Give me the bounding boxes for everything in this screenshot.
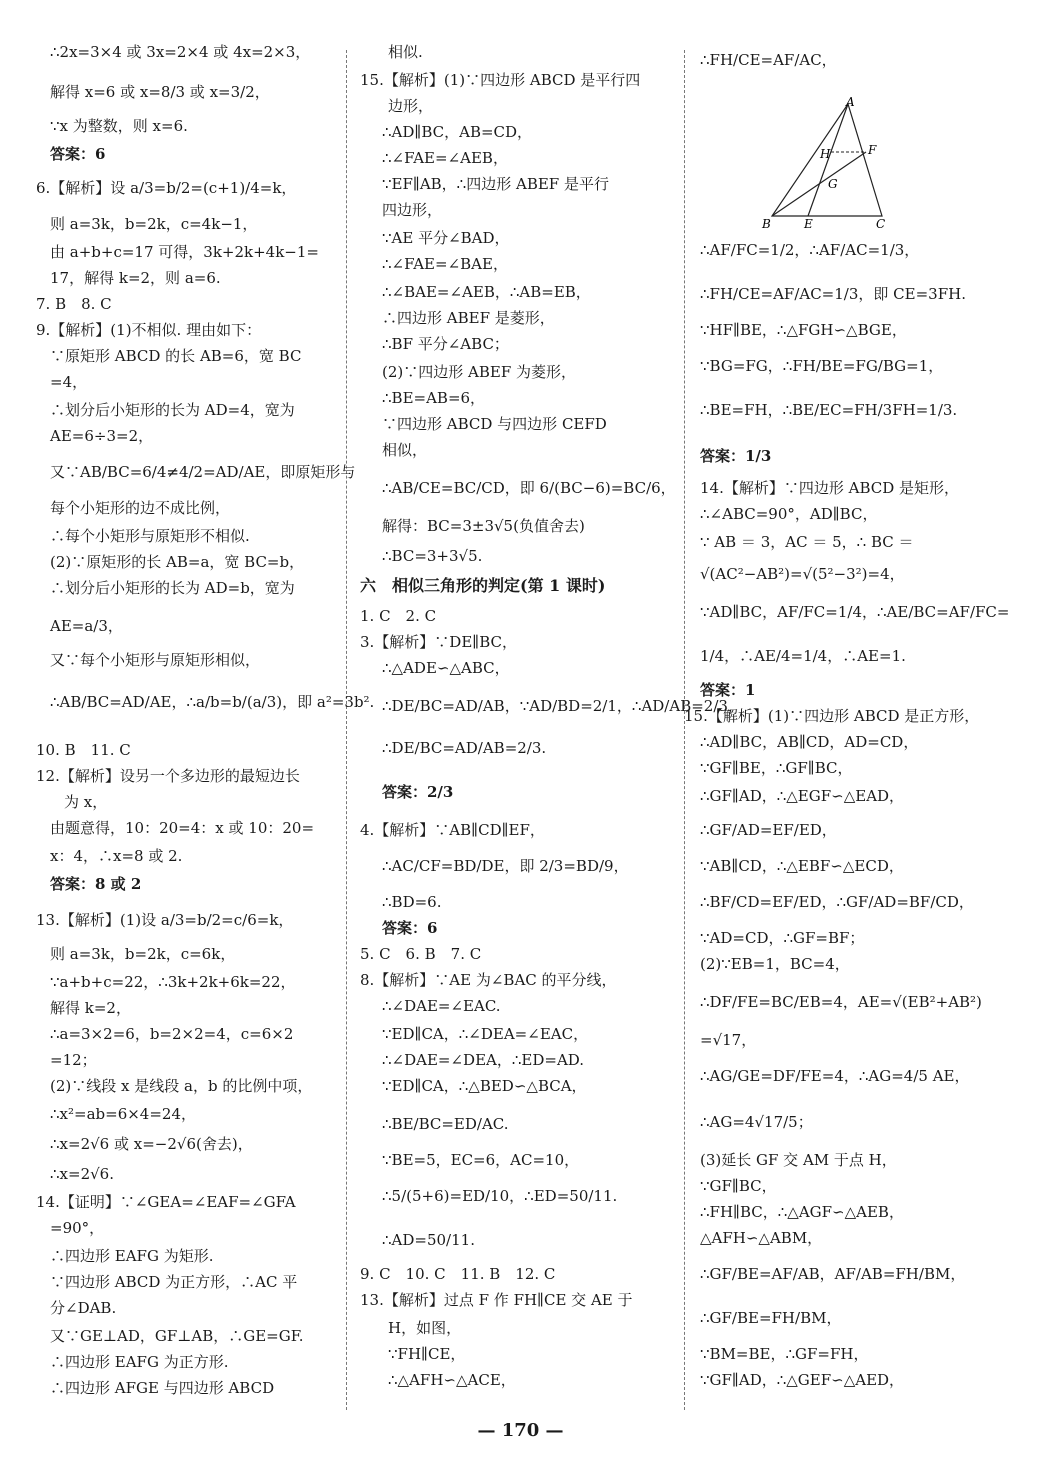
text-line: 相似. bbox=[388, 43, 423, 61]
text-line: 15.【解析】(1)∵四边形 ABCD 是正方形， bbox=[684, 707, 980, 725]
text-line: ∵四边形 ABCD 与四边形 CEFD bbox=[382, 415, 607, 433]
text-line: (2)∵原矩形的长 AB=a，宽 BC=b， bbox=[50, 553, 305, 571]
text-line: 解得 x=6 或 x=8/3 或 x=3/2， bbox=[50, 83, 270, 101]
page-number: — 170 — bbox=[477, 1420, 564, 1441]
text-line: 答案：1 bbox=[700, 681, 756, 699]
text-line: 13.【解析】(1)设 a/3=b/2=c/6=k， bbox=[36, 911, 294, 929]
text-line: ∴BF 平分∠ABC； bbox=[382, 335, 509, 353]
text-line: 又∵每个小矩形与原矩形相似， bbox=[50, 651, 261, 669]
text-line: 8.【解析】∵AE 为∠BAC 的平分线， bbox=[360, 971, 617, 989]
text-line: 10. B 11. C bbox=[36, 741, 131, 759]
text-line: 9.【解析】(1)不相似. 理由如下： bbox=[36, 321, 262, 339]
text-line: 9. C 10. C 11. B 12. C bbox=[360, 1265, 556, 1283]
text-line: ∴∠ABC=90°，AD∥BC， bbox=[700, 505, 878, 523]
column-divider-1 bbox=[346, 50, 347, 1410]
text-line: ∴x=2√6. bbox=[50, 1165, 114, 1183]
text-line: 13.【解析】过点 F 作 FH∥CE 交 AE 于 bbox=[360, 1291, 633, 1309]
text-line: 相似， bbox=[382, 441, 428, 459]
text-line: ∵x 为整数，则 x=6. bbox=[50, 117, 188, 135]
text-line: 5. C 6. B 7. C bbox=[360, 945, 482, 963]
text-line: 答案：6 bbox=[382, 919, 438, 937]
text-line: ∴△ADE∽△ABC， bbox=[382, 659, 510, 677]
text-line: ∵AE 平分∠BAD， bbox=[382, 229, 510, 247]
text-line: ∴AG/GE=DF/FE=4，∴AG=4/5 AE， bbox=[700, 1067, 970, 1085]
text-line: ∵原矩形 ABCD 的长 AB=6，宽 BC bbox=[50, 347, 302, 365]
triangle-figure bbox=[760, 96, 900, 236]
text-line: 14.【解析】∵四边形 ABCD 是矩形， bbox=[700, 479, 960, 497]
text-line: 1. C 2. C bbox=[360, 607, 437, 625]
text-line: ∴GF/AD=EF/ED， bbox=[700, 821, 837, 839]
text-line: =√17， bbox=[700, 1031, 757, 1049]
text-line: 由题意得，10：20=4：x 或 10：20= bbox=[50, 819, 315, 837]
text-line: ∴BE/BC=ED/AC. bbox=[382, 1115, 509, 1133]
label-c: C bbox=[876, 217, 886, 231]
text-line: 答案：8 或 2 bbox=[50, 875, 142, 893]
text-line: ∴∠DAE=∠DEA，∴ED=AD. bbox=[382, 1051, 585, 1069]
text-line: ∴GF/BE=AF/AB，AF/AB=FH/BM， bbox=[700, 1265, 966, 1283]
text-line: AE=a/3， bbox=[50, 617, 123, 635]
text-line: ∵四边形 ABCD 为正方形，∴AC 平 bbox=[50, 1273, 298, 1291]
text-line: ∵ED∥CA，∴∠DEA=∠EAC， bbox=[382, 1025, 589, 1043]
text-line: ∵GF∥BC， bbox=[700, 1177, 777, 1195]
text-line: ∵a+b+c=22，∴3k+2k+6k=22， bbox=[50, 973, 296, 991]
text-line: ∴5/(5+6)=ED/10，∴ED=50/11. bbox=[382, 1187, 618, 1205]
text-line: =12； bbox=[50, 1051, 97, 1069]
label-a: A bbox=[846, 96, 855, 109]
text-line: △AFH∽△ABM， bbox=[700, 1229, 823, 1247]
text-line: =4， bbox=[50, 373, 88, 391]
text-line: ∵BM=BE，∴GF=FH， bbox=[700, 1345, 869, 1363]
text-line: ∴∠FAE=∠AEB， bbox=[382, 149, 508, 167]
text-line: 14.【证明】∵∠GEA=∠EAF=∠GFA bbox=[36, 1193, 296, 1211]
text-line: ∵GF∥AD，∴△GEF∽△AED， bbox=[700, 1371, 905, 1389]
text-line: 答案：6 bbox=[50, 145, 106, 163]
text-line: 由 a+b+c=17 可得，3k+2k+4k−1= bbox=[50, 243, 319, 261]
text-line: 又∵GE⊥AD，GF⊥AB，∴GE=GF. bbox=[50, 1327, 304, 1345]
text-line: ∴四边形 EAFG 为矩形. bbox=[50, 1247, 214, 1265]
text-line: ∴∠DAE=∠EAC. bbox=[382, 997, 501, 1015]
text-line: 15.【解析】(1)∵四边形 ABCD 是平行四 bbox=[360, 71, 641, 89]
text-line: ∴AD∥BC，AB=CD， bbox=[382, 123, 533, 141]
text-line: =90°， bbox=[50, 1219, 105, 1237]
text-line: ∴DE/BC=AD/AB=2/3. bbox=[382, 739, 547, 757]
text-line: 分∠DAB. bbox=[50, 1299, 117, 1317]
label-b: B bbox=[762, 217, 771, 231]
text-line: ∴GF∥AD，∴△EGF∽△EAD， bbox=[700, 787, 905, 805]
text-line: ∴划分后小矩形的长为 AD=4，宽为 bbox=[50, 401, 295, 419]
text-line: ∴FH/CE=AF/AC， bbox=[700, 51, 837, 69]
text-line: ∴DE/BC=AD/AB，∵AD/BD=2/1，∴AD/AB=2/3， bbox=[382, 697, 743, 715]
text-line: ∴划分后小矩形的长为 AD=b，宽为 bbox=[50, 579, 295, 597]
text-line: ∴∠BAE=∠AEB，∴AB=EB， bbox=[382, 283, 591, 301]
text-line: 17，解得 k=2，则 a=6. bbox=[50, 269, 221, 287]
label-e: E bbox=[804, 217, 813, 231]
label-h: H bbox=[820, 147, 831, 161]
text-line: 解得：BC=3±3√5(负值舍去) bbox=[382, 517, 585, 535]
text-line: 答案：2/3 bbox=[382, 783, 454, 801]
text-line: 6.【解析】设 a/3=b/2=(c+1)/4=k， bbox=[36, 179, 297, 197]
text-line: 7. B 8. C bbox=[36, 295, 112, 313]
text-line: 3.【解析】∵DE∥BC， bbox=[360, 633, 517, 651]
text-line: ∵HF∥BE，∴△FGH∽△BGE， bbox=[700, 321, 907, 339]
text-line: ∴BF/CD=EF/ED，∴GF/AD=BF/CD， bbox=[700, 893, 974, 911]
text-line: ∴DF/FE=BC/EB=4，AE=√(EB²+AB²) bbox=[700, 993, 982, 1011]
text-line: ∴BE=FH，∴BE/EC=FH/3FH=1/3. bbox=[700, 401, 958, 419]
text-line: ∴AD=50/11. bbox=[382, 1231, 475, 1249]
text-line: ∵AD∥BC，AF/FC=1/4，∴AE/BC=AF/FC= bbox=[700, 603, 1010, 621]
column-divider-2 bbox=[684, 50, 685, 1410]
text-line: 每个小矩形的边不成比例， bbox=[50, 499, 231, 517]
segment-bf bbox=[772, 152, 866, 216]
text-line: 为 x， bbox=[64, 793, 108, 811]
text-line: ∴x=2√6 或 x=−2√6(舍去)， bbox=[50, 1135, 253, 1153]
text-line: ∴2x=3×4 或 3x=2×4 或 4x=2×3， bbox=[50, 43, 311, 61]
text-line: 六 相似三角形的判定(第 1 课时) bbox=[360, 576, 606, 595]
text-line: 4.【解析】∵AB∥CD∥EF， bbox=[360, 821, 545, 839]
text-line: ∴∠FAE=∠BAE， bbox=[382, 255, 508, 273]
text-line: ∴AC/CF=BD/DE，即 2/3=BD/9， bbox=[382, 857, 629, 875]
text-line: ∵ AB ＝ 3，AC ＝ 5，∴ BC ＝ bbox=[700, 533, 914, 551]
text-line: ∴△AFH∽△ACE， bbox=[388, 1371, 516, 1389]
text-line: H，如图， bbox=[388, 1319, 462, 1337]
text-line: (3)延长 GF 交 AM 于点 H， bbox=[700, 1151, 897, 1169]
text-line: ∴GF/BE=FH/BM， bbox=[700, 1309, 842, 1327]
text-line: ∵GF∥BE，∴GF∥BC， bbox=[700, 759, 853, 777]
text-line: (2)∵线段 x 是线段 a，b 的比例中项， bbox=[50, 1077, 313, 1095]
text-line: ∴AB/BC=AD/AE，∴a/b=b/(a/3)，即 a²=3b². bbox=[50, 693, 375, 711]
text-line: ∵AD=CD，∴GF=BF； bbox=[700, 929, 865, 947]
text-line: ∴四边形 EAFG 为正方形. bbox=[50, 1353, 229, 1371]
text-line: ∴AD∥BC，AB∥CD，AD=CD， bbox=[700, 733, 919, 751]
text-line: ∵BG=FG，∴FH/BE=FG/BG=1， bbox=[700, 357, 944, 375]
text-line: ∴FH/CE=AF/AC=1/3，即 CE=3FH. bbox=[700, 285, 966, 303]
text-line: ∴AF/FC=1/2，∴AF/AC=1/3， bbox=[700, 241, 920, 259]
label-f: F bbox=[868, 143, 877, 157]
text-line: 又∵AB/BC=6/4≠4/2=AD/AE，即原矩形与 bbox=[50, 463, 356, 481]
text-line: x：4，∴x=8 或 2. bbox=[50, 847, 183, 865]
text-line: ∴FH∥BC，∴△AGF∽△AEB， bbox=[700, 1203, 904, 1221]
text-line: ∴BC=3+3√5. bbox=[382, 547, 483, 565]
text-line: 1/4，∴AE/4=1/4，∴AE=1. bbox=[700, 647, 906, 665]
text-line: ∵AB∥CD，∴△EBF∽△ECD， bbox=[700, 857, 904, 875]
text-line: 则 a=3k，b=2k，c=6k， bbox=[50, 945, 236, 963]
text-line: ∵FH∥CE， bbox=[388, 1345, 466, 1363]
text-line: ∴BE=AB=6， bbox=[382, 389, 486, 407]
text-line: 则 a=3k，b=2k，c=4k−1， bbox=[50, 215, 258, 233]
text-line: ∴四边形 ABEF 是菱形， bbox=[382, 309, 555, 327]
text-line: ∴BD=6. bbox=[382, 893, 442, 911]
text-line: ∴AG=4√17/5； bbox=[700, 1113, 813, 1131]
text-line: ∵EF∥AB，∴四边形 ABEF 是平行 bbox=[382, 175, 609, 193]
text-line: (2)∵四边形 ABEF 为菱形， bbox=[382, 363, 576, 381]
text-line: ∴x²=ab=6×4=24， bbox=[50, 1105, 197, 1123]
text-line: (2)∵EB=1，BC=4， bbox=[700, 955, 850, 973]
text-line: ∴四边形 AFGE 与四边形 ABCD bbox=[50, 1379, 275, 1397]
text-line: 边形， bbox=[388, 97, 434, 115]
text-line: ∴AB/CE=BC/CD，即 6/(BC−6)=BC/6， bbox=[382, 479, 676, 497]
text-line: AE=6÷3=2， bbox=[50, 427, 154, 445]
text-line: √(AC²−AB²)=√(5²−3²)=4， bbox=[700, 565, 905, 583]
text-line: 四边形， bbox=[382, 201, 443, 219]
text-line: 解得 k=2， bbox=[50, 999, 131, 1017]
text-line: ∴a=3×2=6，b=2×2=4，c=6×2 bbox=[50, 1025, 294, 1043]
text-line: ∵ED∥CA，∴△BED∽△BCA， bbox=[382, 1077, 587, 1095]
text-line: 12.【解析】设另一个多边形的最短边长 bbox=[36, 767, 300, 785]
text-line: 答案：1/3 bbox=[700, 447, 772, 465]
label-g: G bbox=[828, 177, 838, 191]
text-line: ∵BE=5，EC=6，AC=10， bbox=[382, 1151, 580, 1169]
text-line: ∴每个小矩形与原矩形不相似. bbox=[50, 527, 250, 545]
